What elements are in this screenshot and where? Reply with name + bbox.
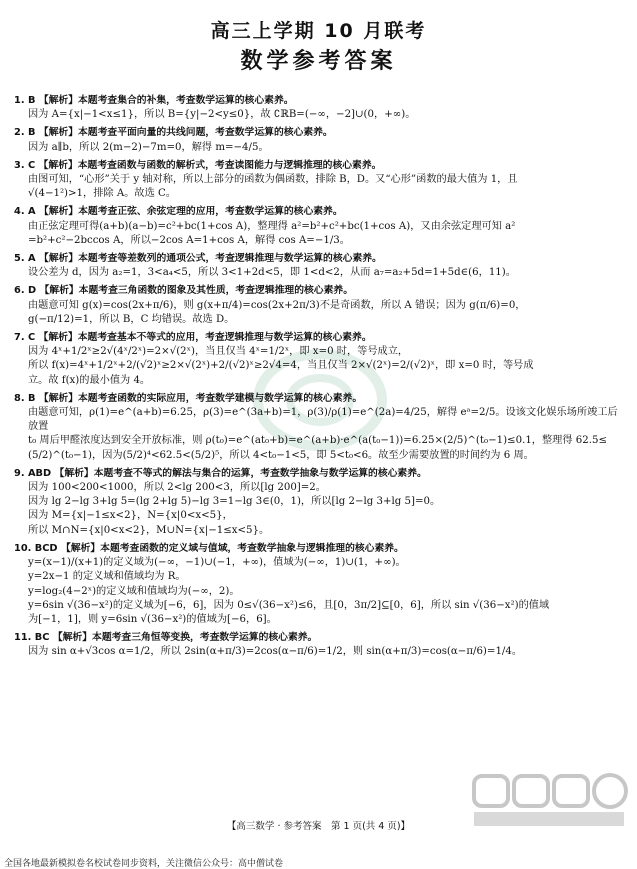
answer-heading: 1. B 【解析】本题考查集合的补集，考查数学运算的核心素养。	[14, 95, 294, 106]
answer-line: t₀ 周后甲醛浓度达到安全开放标准，则 ρ(t₀)=e^(at₀+b)=e^(a+b)·e^(a(t₀−1))=6.25×(2/5)^(t₀−1)≤0.1，整理得 62.5≤	[28, 435, 608, 447]
answer-item	[14, 252, 626, 280]
answer-line: 由题意可知，ρ(1)=e^(a+b)=6.25，ρ(3)=e^(3a+b)=1，ρ(3)/ρ(1)=e^(2a)=4/25，解得 eᵃ=2/5。设该文化娱乐场所竣工后放置	[28, 407, 618, 433]
answer-line: 由图可知，“心形”关于 y 轴对称，所以上部分的函数为偶函数，排除 B，D。又“心形”函数的最大值为 1，且	[28, 174, 518, 186]
answer-list	[14, 94, 626, 664]
answer-line: √(4−1²)>1，排除 A。故选 C。	[28, 188, 176, 200]
answer-heading: 3. C 【解析】本题考查函数与函数的解析式，考查读图能力与逻辑推理的核心素养。	[14, 159, 382, 171]
answer-line: 所以 M∩N={x|0<x<2}，M∪N={x|−1≤x<5}。	[28, 524, 270, 536]
answer-line: 设公差为 d，因为 a₂=1，3<a₄<5，所以 3<1+2d<5，即 1<d<2，从而 a₇=a₂+5d=1+5d∈(6，11)。	[28, 267, 516, 279]
answer-line: y=(x−1)/(x+1)的定义域为(−∞，−1)∪(−1，+∞)，值域为(−∞，1)∪(1，+∞)。	[28, 557, 406, 569]
page-title: 高三上学期 10 月联考	[210, 20, 427, 42]
answer-heading: 5. A 【解析】本题考查等差数列的通项公式，考查逻辑推理与数学运算的核心素养。	[14, 253, 382, 265]
answer-item	[14, 467, 626, 538]
answer-line: 因为 4ˣ+1/2ˣ≥2√(4ˣ/2ˣ)=2×√(2ˣ)，当且仅当 4ˣ=1/2ˣ，即 x=0 时，等号成立，	[28, 346, 409, 358]
answer-heading: 7. C 【解析】本题考查基本不等式的应用，考查逻辑推理与数学运算的核心素养。	[14, 332, 372, 344]
answer-heading: 8. B 【解析】本题考查函数的实际应用，考查数学建模与数学运算的核心素养。	[14, 392, 363, 404]
answer-line: 所以 f(x)=4ˣ+1/2ˣ+2/(√2)ˣ≥2×√(2ˣ)+2/(√2)ˣ≥2√4=4，当且仅当 2×√(2ˣ)=2/(√2)ˣ，即 x=0 时，等号成	[28, 360, 534, 372]
answer-line: 因为 sin α+√3cos α=1/2，所以 2sin(α+π/3)=2cos(α−π/6)=1/2，则 sin(α+π/3)=cos(α−π/6)=1/4。	[28, 646, 523, 658]
page-footer: 【高三数学 · 参考答案 第 1 页(共 4 页)】	[226, 821, 411, 832]
answer-line: 立。故 f(x)的最小值为 4。	[28, 374, 151, 386]
page-subtitle: 数学参考答案	[240, 49, 397, 74]
answer-line: 因为 a∥b，所以 2(m−2)−7m=0，解得 m=−4/5。	[28, 141, 269, 153]
bottom-note: 全国各地最新模拟卷名校试卷同步资料，关注微信公众号：高中僧试卷	[4, 859, 284, 869]
answer-line: 由题意可知 g(x)=cos(2x+π/6)，则 g(x+π/4)=cos(2x+2π/3)不是奇函数，所以 A 错误；因为 g(π/6)=0，	[28, 299, 526, 311]
answer-line: 由正弦定理可得(a+b)(a−b)=c²+bc(1+cos A)，整理得 a²=b²+c²+bc(1+cos A)，又由余弦定理可知 a²	[28, 220, 516, 232]
answer-line: 因为 A={x|−1<x≤1}，所以 B={y|−2<y≤0}，故 ∁ℝB=(−∞，−2]∪(0，+∞)。	[28, 109, 416, 121]
answer-item	[14, 392, 626, 463]
answer-item	[14, 331, 626, 388]
answer-heading: 9. ABD 【解析】本题考查不等式的解法与集合的运算，考查数学抽象与数学运算的核心素养。	[14, 467, 427, 479]
answer-line: y=6sin √(36−x²)的定义域为[−6，6]，因为 0≤√(36−x²)≤6，且[0，3π/2]⊆[0，6]，所以 sin √(36−x²)的值域	[28, 599, 550, 611]
answer-line: 因为 M={x|−1≤x<2}，N={x|0<x<5}，	[28, 510, 233, 522]
answer-line: 为[−1，1]，则 y=6sin √(36−x²)的值域为[−6，6]。	[28, 613, 277, 625]
answer-heading: 4. A 【解析】本题考查正弦、余弦定理的应用，考查数学运算的核心素养。	[14, 206, 343, 218]
answer-item	[14, 94, 626, 122]
answer-item	[14, 631, 626, 659]
answer-line: y=2x−1 的定义域和值域均为 R。	[28, 571, 186, 583]
answer-heading: 10. BCD 【解析】本题考查函数的定义域与值域，考查数学抽象与逻辑推理的核心素养。	[14, 542, 404, 554]
answer-item	[14, 159, 626, 202]
answer-line: g(−π/12)=1，所以 B，C 均错误。故选 D。	[28, 313, 235, 325]
answer-line: (5/2)^(t₀−1)，因为(5/2)⁴<62.5<(5/2)⁵，所以 4<t₀−1<5，即 5<t₀<6。故至少需要放置的时间约为 6 周。	[28, 449, 534, 461]
answer-line: 因为 100<200<1000，所以 2<lg 200<3，所以[lg 200]=2。	[28, 482, 326, 494]
answer-heading: 11. BC 【解析】本题考查三角恒等变换，考查数学运算的核心素养。	[14, 632, 318, 644]
answer-heading: 2. B 【解析】本题考查平面向量的共线问题，考查数学运算的核心素养。	[14, 127, 333, 139]
answer-item	[14, 284, 626, 327]
answer-line: 因为 lg 2−lg 3+lg 5=(lg 2+lg 5)−lg 3=1−lg 3∈(0，1)，所以[lg 2−lg 3+lg 5]=0。	[28, 496, 441, 508]
answer-line: =b²+c²−2bccos A，所以−2cos A=1+cos A，解得 cos A=−1/3。	[28, 234, 350, 246]
answer-item	[14, 205, 626, 248]
answer-item	[14, 542, 626, 627]
answer-line: y=log₂(4−2ˣ)的定义域和值域均为(−∞，2)。	[28, 585, 240, 597]
answer-heading: 6. D 【解析】本题考查三角函数的图象及其性质，考查逻辑推理的核心素养。	[14, 285, 353, 297]
answer-item	[14, 126, 626, 154]
